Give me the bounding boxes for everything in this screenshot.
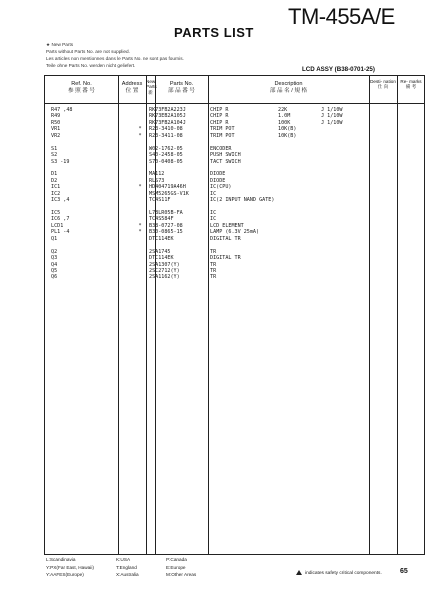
- cell-description: IC: [210, 216, 217, 223]
- header-new: [146, 79, 155, 95]
- cell-ref: IC1: [51, 184, 61, 191]
- legend-item: Y:PX(Far East, Hawaii): [46, 564, 94, 570]
- cell-ref: IC3 ,4: [51, 197, 70, 204]
- cell-ref: Q2: [51, 248, 58, 255]
- cell-ref: R50: [51, 119, 61, 126]
- cell-ref: D2: [51, 177, 58, 184]
- cell-part-no: S40-2458-05: [149, 152, 183, 159]
- cell-rating: J 1/10W: [321, 107, 343, 113]
- cell-part-no: W02-1762-05: [149, 145, 183, 152]
- cell-description: DIGITAL TR: [210, 235, 241, 242]
- header-address-en: Address: [121, 81, 143, 87]
- legend-col-1: [46, 556, 94, 579]
- cell-ref: VR2: [51, 132, 61, 139]
- cell-description: DIGITAL TR: [210, 255, 241, 262]
- cell-description: TR: [210, 261, 217, 268]
- cell-value: 10K(B): [278, 126, 297, 133]
- cell-new-parts: *: [138, 132, 142, 139]
- legend-item: E:Europe: [166, 564, 186, 570]
- cell-part-no: DTC114EK: [149, 235, 174, 242]
- header-ref-en: Ref. No.: [71, 81, 92, 87]
- cell-ref: S1: [51, 145, 58, 152]
- header-description: [208, 81, 369, 95]
- cell-new-parts: *: [138, 184, 142, 191]
- cell-ref: LCD1: [51, 222, 64, 229]
- parts-table: [44, 75, 425, 555]
- header-rem-en: Re- marks: [400, 79, 422, 84]
- model-number: TM-455A/E: [288, 4, 395, 29]
- cell-description: IC: [210, 190, 217, 197]
- cell-description: DIODE: [210, 177, 226, 184]
- cell-ref: S3 -19: [51, 158, 70, 165]
- cell-ref: IC6 ,7: [51, 216, 70, 223]
- cell-part-no: TC4S584F: [149, 216, 174, 223]
- cell-value: 1.0M: [278, 113, 291, 120]
- header-part-en: Parts No.: [169, 81, 194, 87]
- cell-ref: IC2: [51, 190, 61, 197]
- legend-item: Y:AAFES(Europe): [46, 572, 84, 578]
- table-row: [45, 274, 424, 280]
- cell-part-no: HD404719A46H: [149, 184, 186, 191]
- header-address: [118, 81, 146, 95]
- assembly-label: LCD ASSY (B38-0701-25): [302, 66, 375, 73]
- cell-description: IC(CPU): [210, 184, 232, 191]
- cell-part-no: RK73FB2A223J: [149, 107, 186, 113]
- legend-item: M:Other Areas: [166, 572, 197, 578]
- cell-description: TR: [210, 274, 217, 281]
- cell-description: TACT SWICH: [210, 158, 241, 165]
- header-rem-jp: 備 考: [405, 84, 417, 90]
- cell-ref: R47 ,48: [51, 107, 73, 113]
- cell-description: LCD ELEMENT: [210, 222, 244, 229]
- cell-part-no: MSM5265GS-V1K: [149, 190, 189, 197]
- cell-new-parts: *: [138, 126, 142, 133]
- cell-value: 22K: [278, 107, 288, 113]
- cell-ref: Q3: [51, 255, 58, 262]
- note-new-parts: ★ New Parts: [46, 42, 74, 47]
- cell-part-no: S70-0408-05: [149, 158, 183, 165]
- cell-part-no: 2SC2712(Y): [149, 267, 180, 274]
- cell-value: 100K: [278, 119, 291, 126]
- cell-ref: Q5: [51, 267, 58, 274]
- header-new-jp: 新: [148, 89, 153, 95]
- cell-description: ENCODER: [210, 145, 232, 152]
- cell-description: TR: [210, 248, 217, 255]
- header-dest-en: Desti- nation: [370, 79, 396, 84]
- header-remarks: [397, 79, 425, 90]
- cell-part-no: RK73EB2A105J: [149, 113, 186, 120]
- cell-rating: J 1/10W: [321, 113, 343, 120]
- cell-ref: Q1: [51, 235, 58, 242]
- cell-ref: Q4: [51, 261, 58, 268]
- cell-ref: R49: [51, 113, 61, 120]
- cell-ref: VR1: [51, 126, 61, 133]
- parts-notes: [46, 41, 184, 69]
- warning-triangle-icon: [296, 570, 302, 575]
- header-desc-en: Description: [274, 81, 303, 87]
- parts-rows: [45, 107, 424, 281]
- cell-rating: J 1/10W: [321, 119, 343, 126]
- cell-part-no: L78LR05B-FA: [149, 210, 183, 216]
- cell-part-no: R23-3410-08: [149, 126, 183, 133]
- legend-col-3: [166, 556, 196, 579]
- header-part-no: [155, 81, 208, 95]
- cell-ref: IC5: [51, 210, 61, 216]
- header-new-en: New Parts: [146, 79, 157, 90]
- cell-ref: PL1 -4: [51, 229, 70, 236]
- cell-part-no: 2SA1162(Y): [149, 274, 180, 281]
- legend-item: L:Scandinavia: [46, 557, 76, 562]
- cell-description: IC: [210, 210, 217, 216]
- cell-new-parts: *: [138, 222, 142, 229]
- header-desc-jp: 部 品 名 / 規 格: [269, 88, 308, 94]
- cell-part-no: 2SA1745: [149, 248, 171, 255]
- cell-part-no: 2SA1307(Y): [149, 261, 180, 268]
- cell-value: 10K(B): [278, 132, 297, 139]
- header-address-jp: 位 置: [125, 88, 139, 94]
- note-en: Parts without Parts No. are not supplied.: [46, 49, 130, 55]
- cell-description: IC(2 INPUT NAND GATE): [210, 197, 275, 204]
- cell-part-no: RK73FB2A104J: [149, 119, 186, 126]
- page-title: PARTS LIST: [174, 25, 254, 40]
- cell-description: TRIM POT: [210, 132, 235, 139]
- legend-item: X:Australia: [116, 572, 139, 578]
- cell-description: CHIP R: [210, 107, 229, 113]
- cell-description: LAMP (6.3V 25mA): [210, 229, 260, 236]
- header-dest-jp: 仕 向: [377, 84, 389, 90]
- header-ref: [45, 81, 118, 95]
- cell-description: TRIM POT: [210, 126, 235, 133]
- cell-ref: S2: [51, 152, 58, 159]
- page-number: 65: [400, 568, 408, 575]
- header-destination: [369, 79, 397, 90]
- legend-item: T:England: [116, 564, 137, 570]
- cell-ref: Q6: [51, 274, 58, 281]
- cell-description: PUSH SWICH: [210, 152, 241, 159]
- legend-item: P:Canada: [166, 557, 187, 562]
- note-de: Teile ohne Parts No. werden nicht geliefert.: [46, 63, 136, 69]
- cell-description: CHIP R: [210, 113, 229, 120]
- legend-col-2: [116, 556, 139, 579]
- cell-part-no: MA112: [149, 171, 165, 178]
- cell-description: TR: [210, 267, 217, 274]
- note-fr: Les articles non mentionnes dans le Parts No. ne sont pas fournis.: [46, 56, 184, 62]
- cell-part-no: RLS73: [149, 177, 165, 184]
- safety-note: [296, 570, 382, 576]
- legend-item: K:USA: [116, 557, 131, 562]
- cell-description: DIODE: [210, 171, 226, 178]
- cell-part-no: R23-3411-08: [149, 132, 183, 139]
- cell-part-no: DTC114EK: [149, 255, 174, 262]
- header-divider: [45, 103, 424, 104]
- cell-part-no: B38-0727-08: [149, 222, 183, 229]
- cell-new-parts: *: [138, 229, 142, 236]
- cell-description: CHIP R: [210, 119, 229, 126]
- cell-ref: D1: [51, 171, 58, 178]
- cell-part-no: B30-0865-15: [149, 229, 183, 236]
- header-ref-jp: 参 照 番 号: [67, 88, 96, 94]
- header-part-jp: 部 品 番 号: [167, 88, 196, 94]
- cell-part-no: TC4S11F: [149, 197, 171, 204]
- safety-note-text: indicates safety critical components.: [305, 571, 382, 576]
